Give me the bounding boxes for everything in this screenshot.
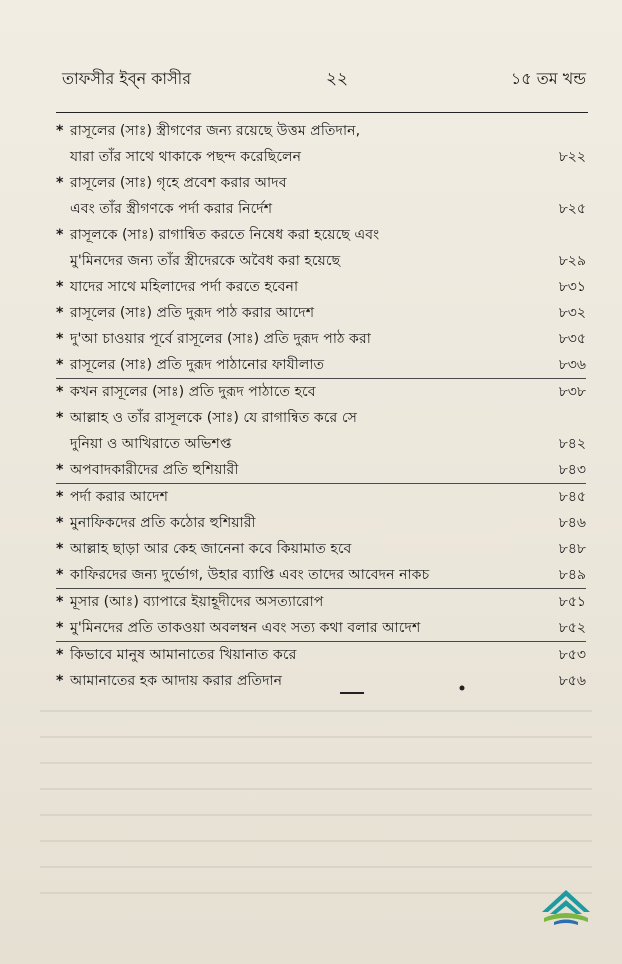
toc-entry-title: মু'মিনদের জন্য তাঁর স্ত্রীদেরকে অবৈধ করা হয়েছে (70, 253, 341, 269)
toc-entry[interactable] (56, 589, 586, 615)
bullet-star-icon: * (56, 175, 64, 191)
toc-entry-title: রাসূলের (সাঃ) প্রতি দুরূদ পাঠানোর ফাযীলাত (70, 357, 325, 373)
toc-entry[interactable] (56, 615, 586, 642)
toc-entry[interactable] (56, 248, 586, 274)
toc-entry-title: এবং তাঁর স্ত্রীগণকে পর্দা করার নির্দেশ (70, 201, 273, 217)
bullet-star-icon: * (56, 331, 64, 347)
toc-entry-title: আল্লাহ ছাড়া আর কেহ জানেনা কবে কিয়ামাত হবে (70, 541, 352, 557)
toc-entry[interactable] (56, 300, 586, 326)
toc-entry[interactable] (56, 431, 586, 457)
volume-label: ১৫ তম খন্ড (510, 69, 586, 88)
toc-entry-title: রাসূলের (সাঃ) প্রতি দুরূদ পাঠ করার আদেশ (70, 305, 315, 321)
toc-entry[interactable] (56, 170, 586, 196)
toc-entry-page: ৮৩৫ (558, 331, 586, 347)
toc-entry[interactable] (56, 222, 586, 248)
toc-entry-title: দু'আ চাওয়ার পূর্বে রাসূলের (সাঃ) প্রতি দুরূদ পাঠ করা (70, 331, 371, 347)
toc-entry-page: ৮৫১ (558, 594, 586, 610)
toc-entry-title: কাফিরদের জন্য দুর্ভোগ, উহার ব্যাপ্তি এবং তাদের আবেদন নাকচ (70, 567, 430, 583)
bullet-star-icon: * (56, 620, 64, 636)
bleed-through-text (40, 690, 592, 904)
bullet-star-icon: * (56, 489, 64, 505)
bullet-star-icon: * (56, 515, 64, 531)
toc-entry-page: ৮৪৮ (558, 541, 586, 557)
bullet-star-icon: * (56, 647, 64, 663)
toc-entry[interactable] (56, 144, 586, 170)
bullet-star-icon: * (56, 594, 64, 610)
toc-entry-title: মূসার (আঃ) ব্যাপারে ইয়াহূদীদের অসত্যারোপ (70, 594, 324, 610)
bullet-star-icon: * (56, 123, 64, 139)
toc-entry-page: ৮৪৫ (558, 489, 586, 505)
toc-entry-title: রাসূলের (সাঃ) স্ত্রীগণের জন্য রয়েছে উত্তম প্রতিদান, (70, 123, 361, 139)
toc-entry-page: ৮৪৬ (558, 515, 586, 531)
bullet-star-icon: * (56, 567, 64, 583)
toc-entry-page: ৮৫৬ (558, 673, 586, 689)
bullet-star-icon: * (56, 673, 64, 689)
toc-entry[interactable] (56, 274, 586, 300)
bullet-star-icon: * (56, 384, 64, 400)
toc-entry-page: ৮৩১ (558, 279, 586, 295)
bullet-star-icon: * (56, 357, 64, 373)
toc-entry-title: মুনাফিকদের প্রতি কঠোর হুশিয়ারী (70, 515, 256, 531)
toc-entry-title: যাদের সাথে মহিলাদের পর্দা করতে হবেনা (70, 279, 299, 295)
toc-entry-page: ৮৫২ (558, 620, 586, 636)
toc-entry-title: দুনিয়া ও আখিরাতে অভিশপ্ত (70, 436, 232, 452)
toc-entry[interactable] (56, 326, 586, 352)
bullet-star-icon: * (56, 279, 64, 295)
toc-entry-title: রাসূলের (সাঃ) গৃহে প্রবেশ করার আদব (70, 175, 287, 191)
bullet-star-icon: * (56, 541, 64, 557)
bullet-star-icon: * (56, 410, 64, 426)
end-ornament (338, 690, 378, 696)
bullet-star-icon: * (56, 227, 64, 243)
toc-entry[interactable] (56, 510, 586, 536)
toc-entry[interactable] (56, 118, 586, 144)
page-header (62, 66, 592, 94)
toc-entry-title: আল্লাহ ও তাঁর রাসূলকে (সাঃ) যে রাগান্বিত করে সে (70, 410, 357, 426)
bullet-star-icon: * (56, 462, 64, 478)
page-number: ২২ (326, 69, 349, 89)
toc-entry[interactable] (56, 405, 586, 431)
toc-entry[interactable] (56, 196, 586, 222)
toc-entry[interactable] (56, 536, 586, 562)
toc-entry-page: ৮৫৩ (558, 647, 586, 663)
table-of-contents (56, 118, 586, 694)
toc-entry-page: ৮২৫ (558, 201, 586, 217)
toc-entry-title: পর্দা করার আদেশ (70, 489, 168, 505)
book-title: তাফসীর ইব্ন কাসীর (62, 69, 192, 88)
toc-entry-page: ৮৪৯ (558, 567, 586, 583)
toc-entry-page: ৮৩২ (558, 305, 586, 321)
toc-entry-page: ৮৩৮ (558, 384, 586, 400)
toc-entry-title: কিভাবে মানুষ আমানাতের খিয়ানাত করে (70, 647, 297, 663)
toc-entry[interactable] (56, 642, 586, 668)
end-dot (458, 684, 466, 692)
toc-entry-title: আমানাতের হক আদায় করার প্রতিদান (70, 673, 283, 689)
header-divider (56, 112, 588, 113)
toc-entry[interactable] (56, 562, 586, 589)
toc-entry-page: ৮৩৬ (558, 357, 586, 373)
toc-entry-title: কখন রাসূলের (সাঃ) প্রতি দুরূদ পাঠাতে হবে (70, 384, 316, 400)
toc-entry[interactable] (56, 379, 586, 405)
toc-entry-title: অপবাদকারীদের প্রতি হুশিয়ারী (70, 462, 239, 478)
toc-entry-title: রাসূলকে (সাঃ) রাগান্বিত করতে নিষেধ করা হয়েছে এবং (70, 227, 380, 243)
toc-entry[interactable] (56, 484, 586, 510)
toc-entry-page: ৮৪৩ (558, 462, 586, 478)
toc-entry-page: ৮২৯ (558, 253, 586, 269)
toc-entry[interactable] (56, 352, 586, 379)
bullet-star-icon: * (56, 305, 64, 321)
toc-entry-title: যারা তাঁর সাথে থাকাকে পছন্দ করেছিলেন (70, 149, 302, 165)
toc-entry-page: ৮২২ (558, 149, 586, 165)
toc-entry-page: ৮৪২ (558, 436, 586, 452)
toc-entry[interactable] (56, 457, 586, 484)
toc-entry-title: মু'মিনদের প্রতি তাকওয়া অবলম্বন এবং সত্য কথা বলার আদেশ (70, 620, 421, 636)
publisher-logo-icon (538, 884, 594, 928)
